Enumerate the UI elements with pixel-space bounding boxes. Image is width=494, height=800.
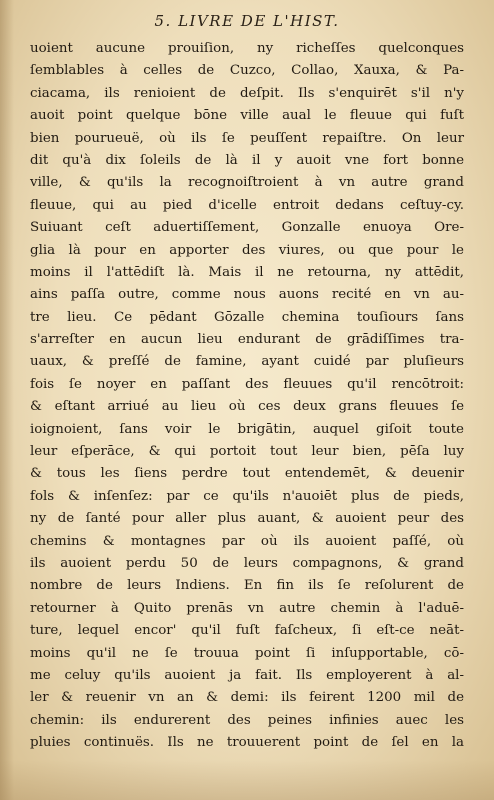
text-line: chemin: ils endurerent des peines infinies auec les <box>30 712 464 728</box>
text-line: glia là pour en apporter des viures, ou que pour le <box>30 242 464 258</box>
text-line: auoit point quelque bōne ville aual le fleuue qui fuſt <box>30 108 464 124</box>
text-line: s'arreſter en aucun lieu endurant de grādiſſimes tra- <box>30 332 464 348</box>
text-line: moins qu'il ne ſe trouua point ſi inſupportable, cō- <box>30 645 464 661</box>
text-line: & tous les ſiens perdre tout entendemēt, & deuenir <box>30 466 464 482</box>
text-line: nombre de leurs Indiens. En fin ils ſe reſolurent de <box>30 578 464 594</box>
text-line: ler & reuenir vn an & demi: ils feirent 1200 mil de <box>30 690 464 706</box>
text-line: pluies continuës. Ils ne trouuerent point de ſel en la <box>30 735 464 751</box>
text-line: ciacama, ils renioient de deſpit. Ils s'enquirēt s'il n'y <box>30 85 464 101</box>
text-line: Suiuant ceſt aduertiſſement, Gonzalle enuoya Ore- <box>30 220 464 236</box>
text-line: fleuue, qui au pied d'icelle entroit dedans ceſtuy-cy. <box>30 197 464 213</box>
text-line: retourner à Quito prenās vn autre chemin à l'aduē- <box>30 600 464 616</box>
text-line: ils auoient perdu 50 de leurs compagnons, & grand <box>30 555 464 571</box>
text-line: moins il l'attēdiſt là. Mais il ne retourna, ny attēdit, <box>30 264 464 280</box>
text-line: uaux, & preſſé de famine, ayant cuidé par pluſieurs <box>30 354 464 370</box>
text-line: ſemblables à celles de Cuzco, Collao, Xauxa, & Pa- <box>30 63 464 79</box>
body-text <box>30 38 464 755</box>
text-line: me celuy qu'ils auoient ja fait. Ils employerent à al- <box>30 667 464 683</box>
text-line: bien pourueuë, où ils ſe peuſſent repaiſtre. On leur <box>30 130 464 146</box>
text-line: chemins & montagnes par où ils auoient paſſé, où <box>30 533 464 549</box>
text-line: tre lieu. Ce pēdant Gōzalle chemina touſiours ſans <box>30 309 464 325</box>
text-line: uoient aucune prouiſion, ny richeſſes quelconques <box>30 41 464 56</box>
text-line: & eſtant arriué au lieu où ces deux grans fleuues ſe <box>30 399 464 415</box>
running-head: 5. LIVRE DE L'HIST. <box>154 12 340 30</box>
text-line: ains paſſa outre, comme nous auons recité en vn au- <box>30 287 464 303</box>
text-line: ville, & qu'ils la recognoiſtroient à vn autre grand <box>30 175 464 191</box>
text-line: leur eſperāce, & qui portoit tout leur bien, pēſa luy <box>30 444 464 460</box>
text-line: fols & inſenſez: par ce qu'ils n'auoiēt plus de pieds, <box>30 488 464 504</box>
text-line: ny de ſanté pour aller plus auant, & auoient peur des <box>30 511 464 527</box>
text-line: ture, lequel encor' qu'il fuſt faſcheux, ſi eſt-ce neāt- <box>30 623 464 639</box>
text-line: ioignoient, ſans voir le brigātin, auquel giſoit toute <box>30 421 464 437</box>
text-line: fois ſe noyer en paſſant des fleuues qu'il rencōtroit: <box>30 376 464 392</box>
text-line: dit qu'à dix ſoleils de là il y auoit vne fort bonne <box>30 152 464 168</box>
